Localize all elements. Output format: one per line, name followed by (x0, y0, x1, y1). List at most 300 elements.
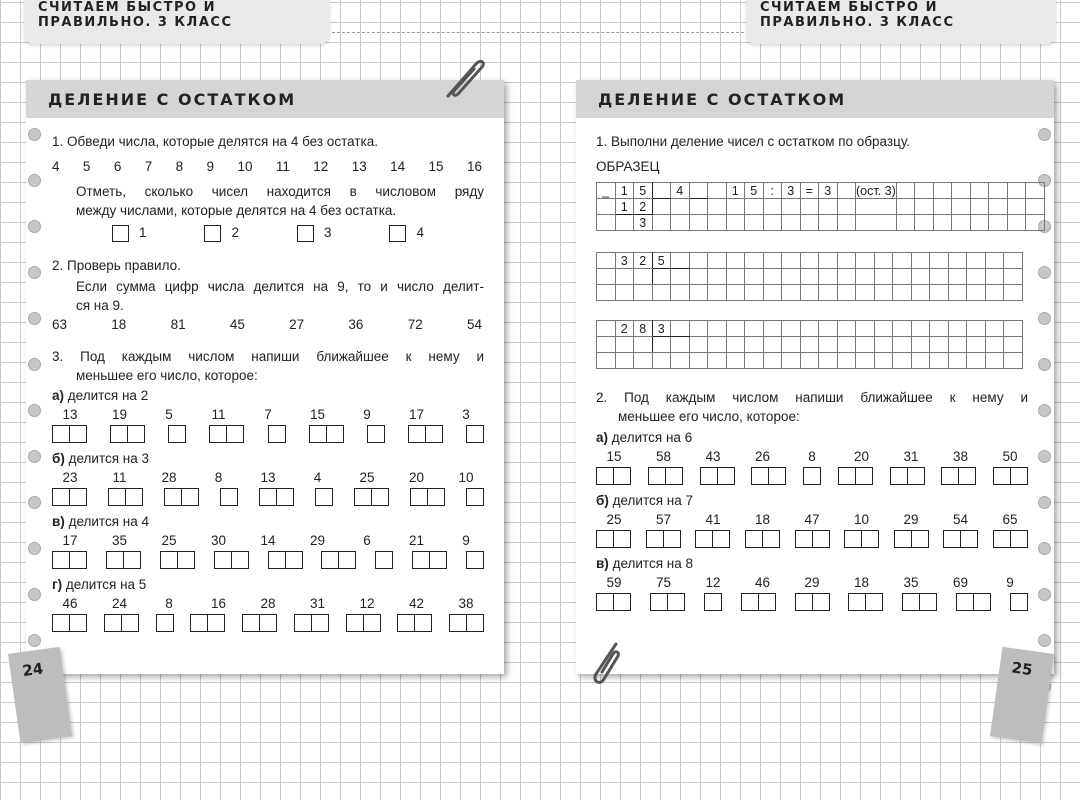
number: 57 (655, 512, 672, 527)
number: 18 (111, 317, 127, 332)
number: 14 (260, 533, 276, 548)
answer-box[interactable] (410, 488, 445, 506)
number-cell (201, 533, 237, 548)
number-cell (151, 470, 187, 485)
answer-option[interactable] (112, 225, 147, 242)
binder-hole-icon (1038, 404, 1051, 417)
answer-boxes (52, 425, 484, 443)
group-text: делится на 7 (612, 493, 694, 508)
number-cell (448, 470, 484, 485)
binder-hole-icon (28, 496, 41, 509)
number: 29 (903, 512, 919, 527)
number-cell (102, 596, 138, 611)
group-letter: в) (52, 514, 65, 529)
answer-box[interactable] (375, 551, 393, 569)
number-cell (300, 470, 336, 485)
number: 4 (313, 470, 322, 485)
task2-line2: меньшее его число, которое: (618, 409, 800, 424)
number-cell (794, 575, 830, 590)
answer-box[interactable] (466, 425, 484, 443)
number: 25 (606, 512, 622, 527)
grid-digit: 8 (634, 321, 653, 337)
number: 28 (161, 470, 177, 485)
number: 8 (214, 470, 223, 485)
number-row (52, 407, 484, 422)
answer-box[interactable] (466, 488, 484, 506)
page-number: 24 (21, 659, 45, 681)
grid-digit: 3 (782, 183, 801, 199)
grid-digit: 5 (634, 183, 653, 199)
grid-digit: 3 (652, 321, 671, 337)
group-letter: г) (52, 577, 63, 592)
answer-boxes (596, 467, 1028, 485)
number: 72 (407, 317, 423, 332)
number-cell (448, 533, 484, 548)
remainder-note: (ост. 3) (856, 183, 896, 198)
number: 58 (655, 449, 672, 464)
answer-box[interactable] (890, 467, 925, 485)
option-label: 1 (139, 225, 147, 241)
number-cell (794, 512, 830, 527)
number: 38 (952, 449, 969, 464)
answer-box[interactable] (106, 551, 141, 569)
number-cell (794, 449, 830, 464)
group-text: делится на 6 (611, 430, 693, 445)
group-letter: б) (596, 493, 609, 508)
paperclip-icon (440, 56, 490, 107)
number: 12 (705, 575, 721, 590)
paperclip-icon (586, 640, 626, 695)
answer-box[interactable] (695, 530, 730, 548)
group-letter: в) (596, 556, 609, 571)
group-text: делится на 5 (65, 577, 147, 592)
number-cell (250, 407, 286, 422)
answer-box[interactable] (902, 593, 937, 611)
number: 11 (275, 159, 290, 174)
grid-digit: = (800, 183, 819, 199)
number-cell (646, 449, 682, 464)
number: 23 (62, 470, 78, 485)
division-grid (596, 252, 1023, 301)
number: 31 (903, 449, 919, 464)
number: 28 (260, 596, 276, 611)
answer-box[interactable] (741, 593, 776, 611)
group-label (52, 514, 149, 529)
answer-boxes (52, 551, 484, 569)
answer-box[interactable] (346, 614, 381, 632)
task1-text: 1. Обведи числа, которые делятся на 4 без остатка. (52, 134, 378, 149)
number-cell (448, 407, 484, 422)
number: 19 (111, 407, 128, 422)
answer-box[interactable] (160, 551, 195, 569)
answer-box[interactable] (894, 530, 929, 548)
grid-digit: 1 (615, 199, 634, 215)
header-tab-left (24, 0, 330, 44)
binder-hole-icon (28, 404, 41, 417)
number: 69 (952, 575, 969, 590)
group-letter: а) (52, 388, 65, 403)
group-letter: б) (52, 451, 65, 466)
answer-box[interactable] (795, 593, 830, 611)
task1-question-line2: между числами, которые делятся на 4 без остатка. (76, 203, 397, 218)
number: 5 (82, 159, 91, 174)
answer-box[interactable] (993, 530, 1028, 548)
option-label: 2 (231, 225, 239, 241)
page-left (26, 80, 504, 674)
number: 63 (52, 317, 68, 332)
number-cell (349, 596, 385, 611)
answer-box[interactable] (941, 467, 976, 485)
answer-box[interactable] (156, 614, 174, 632)
number-cell (992, 449, 1028, 464)
checkbox[interactable] (389, 225, 406, 242)
number-cell (992, 512, 1028, 527)
group-text: делится на 8 (612, 556, 693, 571)
number-row (52, 533, 484, 548)
checkbox[interactable] (297, 225, 314, 242)
task3-line1: 3. Под каждым числом напиши ближайшее к нему и (52, 349, 484, 364)
number-cell (52, 470, 88, 485)
number-cell (844, 575, 880, 590)
answer-box[interactable] (943, 530, 978, 548)
number-cell (596, 512, 632, 527)
number: 36 (348, 317, 364, 332)
number: 27 (289, 317, 305, 332)
grid-digit: 1 (726, 183, 745, 199)
number-cell (695, 575, 731, 590)
answer-box[interactable] (449, 614, 484, 632)
page-title: ДЕЛЕНИЕ С ОСТАТКОМ (26, 80, 504, 118)
answer-box[interactable] (397, 614, 432, 632)
number-cell (646, 512, 682, 527)
grid-digit: 3 (634, 215, 653, 231)
group-text: делится на 4 (68, 514, 149, 529)
number-row (596, 449, 1028, 464)
number-cell (250, 596, 286, 611)
binder-hole-icon (1038, 450, 1051, 463)
group-label (52, 451, 149, 466)
answer-box[interactable] (104, 614, 139, 632)
answer-box[interactable] (751, 467, 786, 485)
number-cell (844, 512, 880, 527)
answer-option[interactable] (297, 225, 332, 242)
grid-digit: 3 (615, 253, 634, 269)
binder-hole-icon (1038, 128, 1051, 141)
answer-box[interactable] (844, 530, 879, 548)
number: 54 (466, 317, 482, 332)
number-cell (349, 470, 385, 485)
number: 50 (1002, 449, 1018, 464)
answer-boxes (52, 488, 484, 506)
number: 41 (705, 512, 721, 527)
answer-box[interactable] (745, 530, 780, 548)
answer-box[interactable] (108, 488, 143, 506)
number: 12 (359, 596, 375, 611)
answer-box[interactable] (848, 593, 883, 611)
number: 24 (111, 596, 128, 611)
number-cell (893, 575, 929, 590)
answer-box[interactable] (650, 593, 685, 611)
number-cell (745, 575, 781, 590)
binder-hole-icon (1038, 588, 1051, 601)
number: 45 (229, 317, 245, 332)
group-label (596, 556, 693, 571)
binder-hole-icon (1038, 312, 1051, 325)
number: 6 (363, 533, 371, 548)
number: 6 (113, 159, 122, 174)
answer-box[interactable] (168, 425, 186, 443)
answer-box[interactable] (956, 593, 991, 611)
answer-box[interactable] (52, 488, 87, 506)
number-cell (151, 596, 187, 611)
number-row (52, 317, 482, 332)
number-cell (52, 596, 88, 611)
number: 13 (260, 470, 276, 485)
number: 8 (175, 159, 184, 174)
answer-boxes (52, 614, 484, 632)
number: 10 (853, 512, 870, 527)
answer-box[interactable] (354, 488, 389, 506)
number: 18 (754, 512, 771, 527)
number: 54 (952, 512, 969, 527)
number: 15 (309, 407, 326, 422)
number: 30 (210, 533, 227, 548)
number-cell (646, 575, 682, 590)
group-label (596, 430, 692, 445)
number: 9 (462, 533, 470, 548)
number: 46 (754, 575, 771, 590)
number: 14 (390, 159, 406, 174)
answer-box[interactable] (700, 467, 735, 485)
number: 13 (351, 159, 367, 174)
number-cell (844, 449, 880, 464)
number: 20 (408, 470, 425, 485)
answer-box[interactable] (408, 425, 443, 443)
binder-hole-icon (28, 312, 41, 325)
number-cell (695, 449, 731, 464)
number-cell (201, 596, 237, 611)
number: 5 (165, 407, 173, 422)
number: 17 (408, 407, 425, 422)
grid-digit: 3 (819, 183, 838, 199)
number: 10 (458, 470, 474, 485)
number: 29 (804, 575, 820, 590)
answer-box[interactable] (412, 551, 447, 569)
checkbox[interactable] (112, 225, 129, 242)
number-cell (250, 470, 286, 485)
number: 9 (206, 159, 215, 174)
number: 9 (363, 407, 371, 422)
answer-box[interactable] (209, 425, 244, 443)
answer-box[interactable] (838, 467, 873, 485)
answer-box[interactable] (321, 551, 356, 569)
answer-box[interactable] (259, 488, 294, 506)
binder-hole-icon (1038, 266, 1051, 279)
number: 17 (62, 533, 78, 548)
answer-box[interactable] (268, 425, 286, 443)
number-cell (399, 407, 435, 422)
number-cell (52, 407, 88, 422)
number: 75 (655, 575, 672, 590)
checkbox[interactable] (204, 225, 221, 242)
dashed-line (332, 32, 744, 33)
answer-box[interactable] (646, 530, 681, 548)
answer-options (112, 225, 424, 242)
number: 7 (144, 159, 153, 174)
grid-digit: 5 (745, 183, 764, 199)
binder-hole-icon (28, 450, 41, 463)
binder-hole-icon (1038, 496, 1051, 509)
binder-hole-icon (28, 128, 41, 141)
answer-box[interactable] (803, 467, 821, 485)
number: 15 (428, 159, 444, 174)
number: 21 (408, 533, 425, 548)
group-text: делится на 3 (68, 451, 150, 466)
answer-box[interactable] (220, 488, 238, 506)
number: 20 (853, 449, 870, 464)
number-cell (399, 533, 435, 548)
number-row (52, 159, 482, 174)
task2-line1: 2. Под каждым числом напиши ближайшее к нему и (596, 390, 1028, 405)
number-cell (596, 575, 632, 590)
number-row (52, 596, 484, 611)
number-cell (448, 596, 484, 611)
number: 35 (903, 575, 919, 590)
answer-box[interactable] (596, 530, 631, 548)
sample-label: ОБРАЗЕЦ (596, 159, 660, 174)
answer-box[interactable] (294, 614, 329, 632)
number-cell (349, 407, 385, 422)
binder-hole-icon (28, 220, 41, 233)
task2-text: 2. Проверь правило. (52, 258, 181, 273)
group-letter: а) (596, 430, 609, 445)
number-cell (349, 533, 385, 548)
number-cell (399, 470, 435, 485)
binder-hole-icon (28, 588, 41, 601)
number-cell (300, 407, 336, 422)
page-number: 25 (1010, 658, 1034, 680)
number: 8 (165, 596, 173, 611)
group-label (52, 388, 148, 403)
answer-box[interactable] (110, 425, 145, 443)
number-cell (695, 512, 731, 527)
answer-box[interactable] (214, 551, 249, 569)
number: 18 (853, 575, 870, 590)
grid-digit: 2 (634, 253, 653, 269)
answer-box[interactable] (596, 593, 631, 611)
number-cell (250, 533, 286, 548)
number-cell (745, 449, 781, 464)
number: 9 (1006, 575, 1014, 590)
answer-option[interactable] (389, 225, 424, 242)
answer-box[interactable] (1010, 593, 1028, 611)
number-cell (399, 596, 435, 611)
number-cell (893, 449, 929, 464)
number: 11 (211, 407, 226, 422)
number: 25 (359, 470, 375, 485)
number: 25 (161, 533, 177, 548)
number-cell (102, 470, 138, 485)
binder-hole-icon (1038, 358, 1051, 371)
answer-box[interactable] (190, 614, 225, 632)
number: 10 (237, 159, 253, 174)
option-label: 3 (323, 225, 332, 241)
answer-box[interactable] (52, 551, 87, 569)
number-cell (893, 512, 929, 527)
grid-digit: 2 (615, 321, 634, 337)
grid-digit: _ (597, 183, 616, 199)
binder-hole-icon (1038, 634, 1051, 647)
task1-text: 1. Выполни деление чисел с остатком по образцу. (596, 134, 910, 149)
binder-hole-icon (28, 634, 41, 647)
task3-line2: меньшее его число, которое: (76, 368, 258, 383)
number: 65 (1002, 512, 1018, 527)
number-cell (943, 512, 979, 527)
number: 12 (313, 159, 329, 174)
number-row (596, 575, 1028, 590)
answer-option[interactable] (204, 225, 239, 242)
number: 38 (458, 596, 474, 611)
task2-rule-line2: ся на 9. (76, 298, 124, 313)
number-cell (992, 575, 1028, 590)
grid-digit: 4 (671, 183, 690, 199)
number-row (596, 512, 1028, 527)
number-cell (300, 596, 336, 611)
answer-box[interactable] (367, 425, 385, 443)
answer-box[interactable] (268, 551, 303, 569)
answer-box[interactable] (704, 593, 722, 611)
number: 47 (804, 512, 820, 527)
answer-box[interactable] (466, 551, 484, 569)
number: 81 (170, 317, 186, 332)
number: 26 (754, 449, 771, 464)
header-tab-text: СЧИТАЕМ БЫСТРО И ПРАВИЛЬНО. 3 КЛАСС (38, 0, 233, 30)
answer-box[interactable] (309, 425, 344, 443)
answer-box[interactable] (52, 614, 87, 632)
number-cell (943, 449, 979, 464)
answer-box[interactable] (164, 488, 199, 506)
number: 3 (462, 407, 470, 422)
page-right (576, 80, 1054, 674)
number-cell (102, 407, 138, 422)
number: 46 (62, 596, 78, 611)
grid-digit: 2 (634, 199, 653, 215)
grid-digit: 1 (615, 183, 634, 199)
answer-box[interactable] (242, 614, 277, 632)
answer-box[interactable] (795, 530, 830, 548)
number: 31 (309, 596, 326, 611)
answer-box[interactable] (315, 488, 333, 506)
group-text: делится на 2 (67, 388, 149, 403)
answer-boxes (596, 530, 1028, 548)
grid-digit: : (763, 183, 782, 199)
binder-hole-icon (28, 542, 41, 555)
binder-hole-icon (1038, 542, 1051, 555)
number: 42 (408, 596, 425, 611)
answer-box[interactable] (648, 467, 683, 485)
page-number-tab (990, 647, 1054, 743)
number: 13 (62, 407, 78, 422)
answer-box[interactable] (596, 467, 631, 485)
number: 59 (606, 575, 622, 590)
header-tab-right (746, 0, 1056, 44)
option-label: 4 (416, 225, 424, 241)
number: 35 (111, 533, 128, 548)
answer-box[interactable] (993, 467, 1028, 485)
number: 16 (210, 596, 227, 611)
number: 16 (466, 159, 482, 174)
answer-box[interactable] (52, 425, 87, 443)
